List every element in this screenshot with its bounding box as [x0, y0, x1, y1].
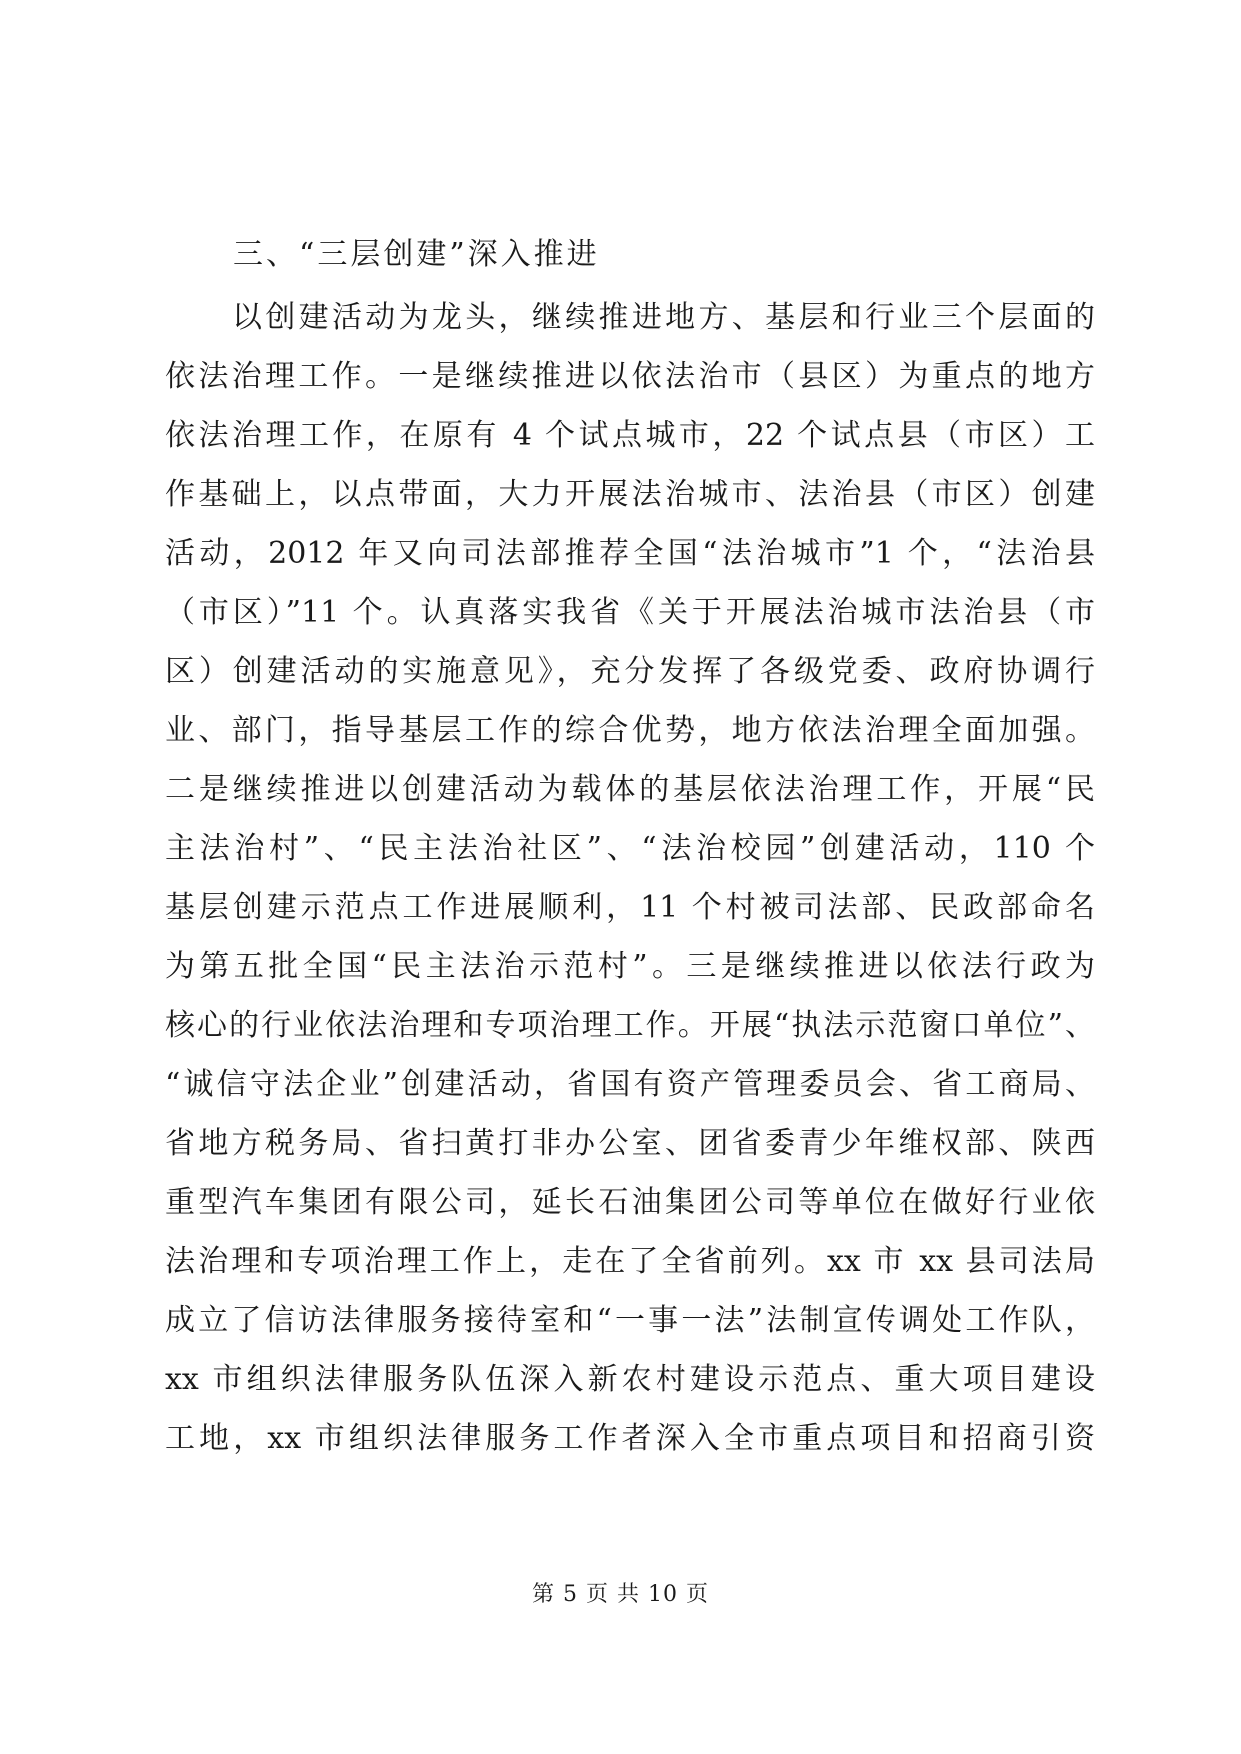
- paragraph-line: xx 市组织法律服务队伍深入新农村建设示范点、重大项目建设: [165, 1362, 1095, 1397]
- paragraph-line: 核心的行业依法治理和专项治理工作。开展“执法示范窗口单位”、: [165, 1008, 1095, 1043]
- paragraph-line: 工地，xx 市组织法律服务工作者深入全市重点项目和招商引资: [165, 1421, 1095, 1456]
- paragraph-line: 法治理和专项治理工作上，走在了全省前列。xx 市 xx 县司法局: [165, 1244, 1095, 1279]
- paragraph-line: 二是继续推进以创建活动为载体的基层依法治理工作，开展“民: [165, 772, 1095, 807]
- paragraph-line: 依法治理工作，在原有 4 个试点城市，22 个试点县（市区）工: [165, 418, 1095, 453]
- paragraph-line: 成立了信访法律服务接待室和“一事一法”法制宣传调处工作队，: [165, 1303, 1095, 1338]
- paragraph-line: 为第五批全国“民主法治示范村”。三是继续推进以依法行政为: [165, 949, 1095, 984]
- section-heading: 三、“三层创建”深入推进: [233, 237, 600, 272]
- page-footer: 第 5 页 共 10 页: [532, 1582, 709, 1607]
- paragraph-line: 以创建活动为龙头，继续推进地方、基层和行业三个层面的: [232, 300, 1095, 335]
- paragraph-line: 省地方税务局、省扫黄打非办公室、团省委青少年维权部、陕西: [165, 1126, 1095, 1161]
- paragraph-line: 依法治理工作。一是继续推进以依法治市（县区）为重点的地方: [165, 359, 1095, 394]
- paragraph-line: （市区）”11 个。认真落实我省《关于开展法治城市法治县（市: [165, 595, 1095, 630]
- paragraph-line: “诚信守法企业”创建活动，省国有资产管理委员会、省工商局、: [165, 1067, 1095, 1102]
- paragraph-line: 重型汽车集团有限公司，延长石油集团公司等单位在做好行业依: [165, 1185, 1095, 1220]
- paragraph-line: 活动，2012 年又向司法部推荐全国“法治城市”1 个，“法治县: [165, 536, 1095, 571]
- body-text: [165, 288, 1095, 1468]
- paragraph-line: 作基础上，以点带面，大力开展法治城市、法治县（市区）创建: [165, 477, 1095, 512]
- paragraph-line: 区）创建活动的实施意见》，充分发挥了各级党委、政府协调行: [165, 654, 1095, 689]
- paragraph-line: 基层创建示范点工作进展顺利，11 个村被司法部、民政部命名: [165, 890, 1095, 925]
- paragraph-line: 主法治村”、“民主法治社区”、“法治校园”创建活动，110 个: [165, 831, 1095, 866]
- paragraph-line: 业、部门，指导基层工作的综合优势，地方依法治理全面加强。: [165, 713, 1095, 748]
